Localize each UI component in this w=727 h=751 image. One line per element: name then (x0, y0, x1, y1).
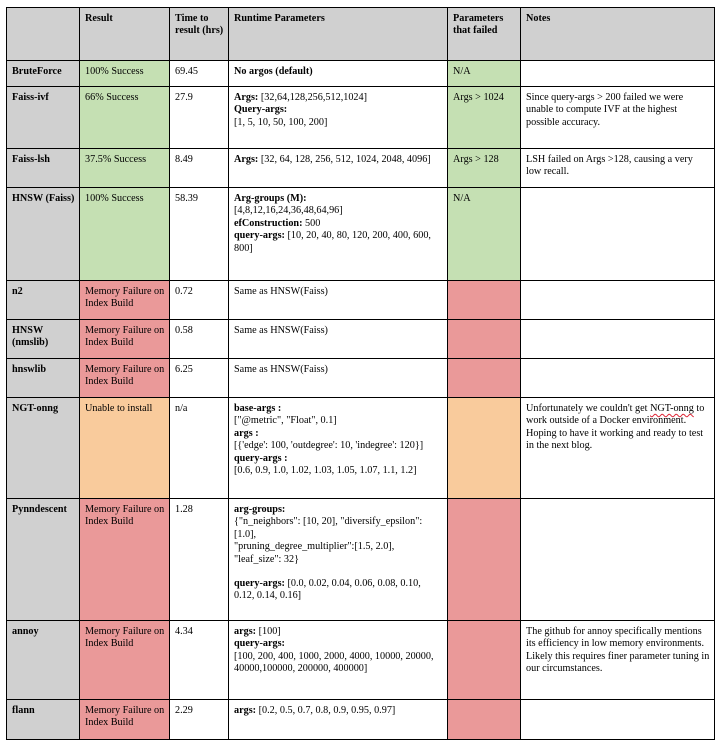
notes-cell (521, 398, 715, 499)
params-value: [10, 20, 40, 80, 120, 200, 400, 600, 800] (234, 230, 431, 254)
benchmark-table (6, 7, 715, 740)
params-cell (229, 621, 448, 700)
notes-cell (521, 61, 715, 87)
notes-cell: Since query-args > 200 failed we were unable to compute IVF at the highest possible accuracy. (521, 87, 715, 149)
notes-text: Unfortunately we couldn't get (526, 403, 651, 414)
params-line (234, 638, 443, 650)
algorithm-name: NGT-onng (7, 398, 80, 499)
notes-cell (521, 320, 715, 359)
params-value: [32, 64, 128, 256, 512, 1024, 2048, 4096] (258, 154, 431, 165)
params-line (234, 705, 443, 717)
params-line (234, 325, 443, 337)
time-cell: 27.9 (170, 87, 229, 149)
notes-cell (521, 188, 715, 281)
result-cell: 100% Success (80, 61, 170, 87)
algorithm-name: HNSW (Faiss) (7, 188, 80, 281)
params-value: [0.2, 0.5, 0.7, 0.8, 0.9, 0.95, 0.97] (256, 705, 396, 716)
failed-params-cell (448, 281, 521, 320)
notes-cell (521, 281, 715, 320)
params-line (234, 218, 443, 230)
params-line (234, 504, 443, 516)
table-row (7, 188, 715, 281)
notes-cell (521, 499, 715, 621)
header-cell: Time to result (hrs) (170, 8, 229, 61)
result-cell: 100% Success (80, 188, 170, 281)
params-cell (229, 188, 448, 281)
params-value: "pruning_degree_multiplier":[1.5, 2.0], (234, 541, 395, 553)
params-cell (229, 398, 448, 499)
time-cell: 0.72 (170, 281, 229, 320)
notes-cell (521, 359, 715, 398)
table-row (7, 149, 715, 188)
notes-text: to work outside of a Docker environment. Hoping to have it working and ready to test in the next blog. (526, 403, 705, 452)
params-label: No argos (default) (234, 66, 313, 77)
result-cell: Memory Failure on Index Build (80, 320, 170, 359)
params-line (234, 66, 443, 78)
time-cell: 4.34 (170, 621, 229, 700)
table-body (7, 61, 715, 740)
table-row (7, 87, 715, 149)
table-row (7, 700, 715, 740)
header-row (7, 8, 715, 61)
params-value: Same as HNSW(Faiss) (234, 286, 328, 297)
notes-cell: LSH failed on Args >128, causing a very low recall. (521, 149, 715, 188)
params-line (234, 205, 443, 217)
time-cell: 6.25 (170, 359, 229, 398)
params-value: Same as HNSW(Faiss) (234, 325, 328, 336)
params-label: query-args: (234, 230, 285, 242)
params-cell (229, 499, 448, 621)
table-row (7, 61, 715, 87)
params-label: arg-groups: (234, 504, 286, 515)
params-cell (229, 87, 448, 149)
params-line (234, 117, 443, 129)
failed-params-cell (448, 499, 521, 621)
failed-params-cell (448, 621, 521, 700)
params-label: base-args : (234, 403, 282, 414)
params-line (234, 465, 443, 477)
params-value: [0.6, 0.9, 1.0, 1.02, 1.03, 1.05, 1.07, 1.1, 1.2] (234, 465, 417, 477)
params-value: [100, 200, 400, 1000, 2000, 4000, 10000, 20000, 40000,100000, 200000, 400000] (234, 650, 434, 675)
params-line (234, 428, 443, 440)
params-cell (229, 61, 448, 87)
time-cell: 8.49 (170, 149, 229, 188)
params-value: "leaf_size": 32} (234, 553, 299, 565)
params-line (234, 541, 443, 553)
header-cell: Notes (521, 8, 715, 61)
time-cell: 69.45 (170, 61, 229, 87)
algorithm-name: BruteForce (7, 61, 80, 87)
params-line (234, 193, 443, 205)
algorithm-name: annoy (7, 621, 80, 700)
params-label: args: (234, 626, 257, 637)
params-line (234, 92, 443, 104)
params-line (234, 154, 443, 166)
params-value: [4,8,12,16,24,36,48,64,96] (234, 205, 343, 217)
time-cell: 0.58 (170, 320, 229, 359)
params-line (234, 516, 443, 541)
params-line (234, 415, 443, 427)
table-row (7, 621, 715, 700)
params-line (234, 230, 443, 255)
params-spacer (234, 566, 443, 578)
failed-params-cell: N/A (448, 188, 521, 281)
params-value: ["@metric", "Float", 0.1] (234, 415, 337, 427)
algorithm-name: n2 (7, 281, 80, 320)
header-cell (7, 8, 80, 61)
result-cell: Memory Failure on Index Build (80, 359, 170, 398)
params-value: Same as HNSW(Faiss) (234, 364, 328, 375)
spellcheck-flag: NGT-onng (650, 403, 694, 414)
params-line (234, 651, 443, 676)
params-cell (229, 320, 448, 359)
result-cell: Memory Failure on Index Build (80, 281, 170, 320)
params-label: query-args : (234, 452, 288, 464)
params-line (234, 440, 443, 452)
time-cell: n/a (170, 398, 229, 499)
params-value: [1, 5, 10, 50, 100, 200] (234, 116, 328, 128)
params-label: Arg-groups (M): (234, 193, 307, 204)
params-value: [0.0, 0.02, 0.04, 0.06, 0.08, 0.10, 0.12, 0.14, 0.16] (234, 578, 421, 602)
params-value: [100] (256, 626, 281, 637)
params-label: Query-args: (234, 104, 288, 116)
header-cell: Result (80, 8, 170, 61)
algorithm-name: Pynndescent (7, 499, 80, 621)
params-value: 500 (302, 217, 321, 229)
algorithm-name: Faiss-lsh (7, 149, 80, 188)
params-line (234, 286, 443, 298)
result-cell: 37.5% Success (80, 149, 170, 188)
params-value: {"n_neighbors": [10, 20], "diversify_epsilon": [1.0], (234, 516, 423, 540)
params-line (234, 626, 443, 638)
table-row (7, 359, 715, 398)
table-row (7, 398, 715, 499)
params-label: query-args: (234, 578, 285, 590)
result-cell: Memory Failure on Index Build (80, 621, 170, 700)
notes-cell: The github for annoy specifically mentions its efficiency in low memory environments. Likely this requires finer parameter tuning in our circumstances. (521, 621, 715, 700)
params-line (234, 104, 443, 116)
params-cell (229, 281, 448, 320)
time-cell: 58.39 (170, 188, 229, 281)
notes-cell (521, 700, 715, 740)
failed-params-cell (448, 359, 521, 398)
params-label: Args: (234, 92, 259, 103)
params-line (234, 578, 443, 603)
result-cell: Memory Failure on Index Build (80, 499, 170, 621)
params-cell (229, 700, 448, 740)
result-cell: 66% Success (80, 87, 170, 149)
params-label: args: (234, 705, 257, 716)
params-value: [{'edge': 100, 'outdegree': 10, 'indegree': 120}] (234, 440, 424, 452)
params-cell (229, 149, 448, 188)
failed-params-cell (448, 320, 521, 359)
failed-params-cell: Args > 1024 (448, 87, 521, 149)
algorithm-name: hnswlib (7, 359, 80, 398)
params-value: [32,64,128,256,512,1024] (258, 92, 368, 103)
params-line (234, 364, 443, 376)
header-cell: Runtime Parameters (229, 8, 448, 61)
params-label: args : (234, 427, 259, 439)
algorithm-name: HNSW (nmslib) (7, 320, 80, 359)
time-cell: 1.28 (170, 499, 229, 621)
failed-params-cell (448, 700, 521, 740)
result-cell: Memory Failure on Index Build (80, 700, 170, 740)
time-cell: 2.29 (170, 700, 229, 740)
algorithm-name: flann (7, 700, 80, 740)
params-label: efConstruction: (234, 217, 303, 229)
params-label: query-args: (234, 638, 285, 650)
failed-params-cell: Args > 128 (448, 149, 521, 188)
params-cell (229, 359, 448, 398)
header-cell: Parameters that failed (448, 8, 521, 61)
result-cell: Unable to install (80, 398, 170, 499)
params-label: Args: (234, 154, 259, 165)
table-row (7, 281, 715, 320)
table-row (7, 320, 715, 359)
table-row (7, 499, 715, 621)
params-line (234, 453, 443, 465)
failed-params-cell: N/A (448, 61, 521, 87)
failed-params-cell (448, 398, 521, 499)
algorithm-name: Faiss-ivf (7, 87, 80, 149)
params-line (234, 403, 443, 415)
params-line (234, 554, 443, 566)
